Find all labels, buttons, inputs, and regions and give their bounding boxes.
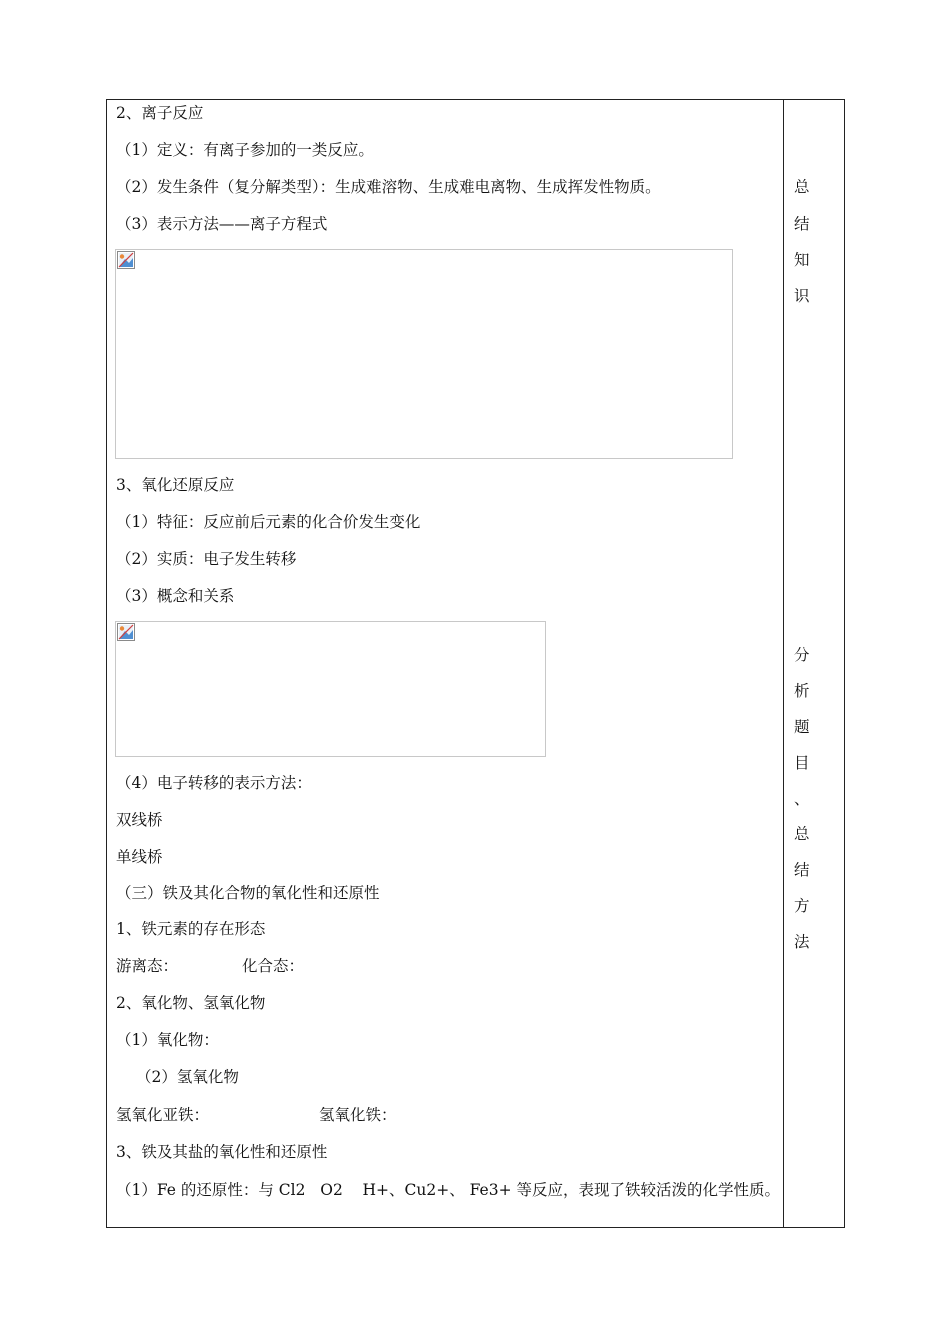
sidebar-char: 法	[794, 933, 810, 951]
ferrous-hydroxide-label: 氢氧化亚铁：	[116, 1106, 210, 1124]
ferric-hydroxide-label: 氢氧化铁：	[319, 1106, 397, 1124]
sidebar-char: 目	[794, 754, 810, 772]
sidebar-char: 题	[794, 718, 810, 736]
sidebar-char: 总	[794, 178, 810, 196]
section-2-conditions: （2）发生条件（复分解类型）：生成难溶物、生成难电离物、生成挥发性物质。	[116, 178, 661, 196]
broken-image-icon	[117, 251, 135, 269]
section-3-essence: （2）实质：电子发生转移	[116, 550, 297, 568]
section-2-definition: （1）定义：有离子参加的一类反应。	[116, 141, 374, 159]
section-3-feature: （1）特征：反应前后元素的化合价发生变化	[116, 513, 421, 531]
hydroxides-row	[116, 1105, 397, 1125]
sidebar-char: 结	[794, 215, 810, 233]
sidebar-char: 识	[794, 287, 810, 305]
hydroxide-label: （2）氢氧化物	[136, 1068, 239, 1086]
iron-1-title: 1、铁元素的存在形态	[116, 920, 266, 938]
column-divider	[783, 99, 784, 1228]
free-state-label: 游离态：	[116, 957, 179, 975]
sidebar-char: 知	[794, 251, 810, 269]
section-3-title: 3、氧化还原反应	[116, 476, 235, 494]
iron-reduction-text: （1）Fe 的还原性：与 Cl2 O2 H+、Cu2+、 Fe3+ 等反应，表现了铁较活泼的化学性质。	[116, 1181, 781, 1199]
sidebar-char: 分	[794, 646, 810, 664]
single-bridge-label: 单线桥	[116, 848, 163, 866]
sidebar-char: 、	[794, 790, 810, 808]
sidebar-char: 析	[794, 682, 810, 700]
sidebar-char: 方	[794, 897, 810, 915]
redox-concepts-image	[115, 621, 546, 757]
section-2-title: 2、离子反应	[116, 104, 204, 122]
broken-image-icon	[117, 623, 135, 641]
section-3-electron-transfer: （4）电子转移的表示方法：	[116, 774, 312, 792]
combined-state-label: 化合态：	[242, 957, 305, 975]
iron-2-title: 2、氧化物、氢氧化物	[116, 994, 266, 1012]
double-bridge-label: 双线桥	[116, 811, 163, 829]
section-2-representation: （3）表示方法——离子方程式	[116, 215, 328, 233]
iron-3-title: 3、铁及其盐的氧化性和还原性	[116, 1143, 328, 1161]
sidebar-char: 总	[794, 825, 810, 843]
iron-states-row	[116, 956, 304, 976]
sidebar-char: 结	[794, 861, 810, 879]
ionic-equation-image	[115, 249, 733, 459]
part-3-title: （三）铁及其化合物的氧化性和还原性	[116, 884, 380, 902]
oxide-label: （1）氧化物：	[116, 1031, 219, 1049]
section-3-concepts: （3）概念和关系	[116, 587, 235, 605]
